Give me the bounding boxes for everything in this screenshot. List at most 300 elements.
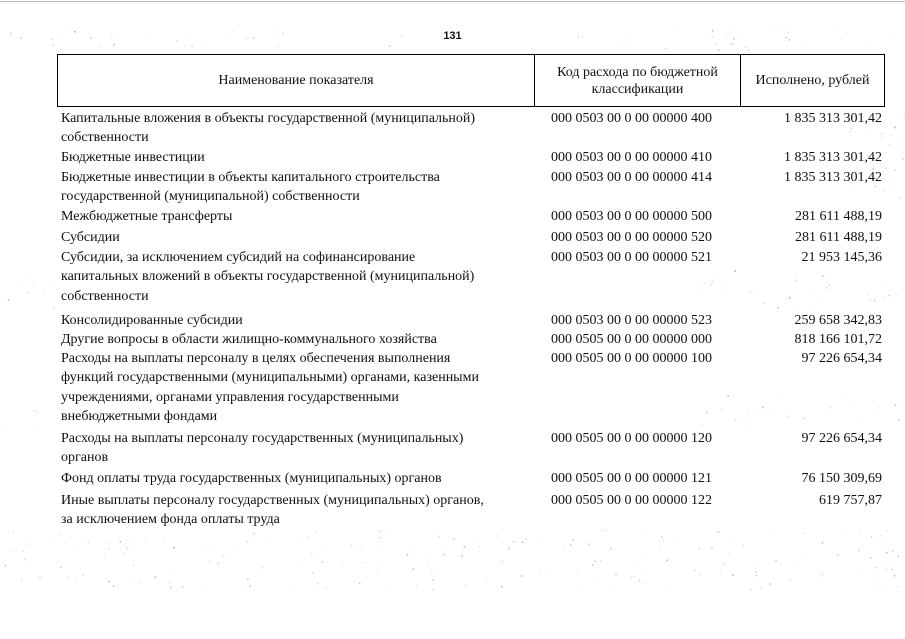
scan-speckle — [876, 584, 877, 585]
scan-speckle — [522, 542, 524, 544]
scan-speckle — [600, 560, 601, 561]
scan-speckle — [342, 562, 343, 563]
scan-speckle — [881, 138, 882, 139]
scan-speckle — [750, 589, 752, 591]
scan-speckle — [431, 569, 432, 570]
scan-speckle — [825, 285, 826, 286]
scan-speckle — [407, 554, 409, 556]
row-amount: 97 226 654,34 — [801, 351, 882, 366]
row-name: Другие вопросы в области жилищно-коммунального хозяйства — [61, 332, 437, 347]
scan-speckle — [39, 412, 40, 413]
scan-speckle — [886, 552, 888, 554]
scan-speckle — [212, 545, 213, 546]
scan-speckle — [155, 576, 157, 578]
scan-speckle — [752, 566, 753, 567]
scan-speckle — [795, 276, 796, 277]
scan-speckle — [123, 553, 125, 555]
row-amount: 818 166 101,72 — [794, 332, 882, 347]
scan-speckle — [277, 46, 278, 47]
scan-speckle — [8, 299, 9, 300]
scan-speckle — [297, 561, 298, 562]
scan-speckle — [141, 566, 142, 567]
row-code: 000 0503 00 0 00 00000 520 — [551, 230, 712, 245]
scan-speckle — [771, 414, 772, 415]
scan-speckle — [588, 543, 590, 545]
scan-speckle — [775, 560, 777, 562]
scan-speckle — [164, 540, 166, 542]
scan-speckle — [822, 542, 824, 544]
scan-speckle — [895, 404, 897, 406]
scan-speckle — [890, 183, 891, 184]
scan-speckle — [858, 550, 859, 551]
row-amount: 1 835 313 301,42 — [784, 170, 882, 185]
scan-speckle — [109, 549, 110, 550]
scan-speckle — [24, 279, 25, 280]
scan-speckle — [114, 44, 116, 46]
scan-speckle — [834, 395, 835, 396]
scan-speckle — [870, 557, 872, 559]
scan-speckle — [902, 158, 904, 160]
scan-speckle — [898, 586, 899, 587]
scan-speckle — [877, 539, 878, 540]
scan-speckle — [126, 540, 127, 541]
scan-speckle — [247, 578, 249, 580]
row-code: 000 0505 00 0 00 00000 122 — [551, 493, 712, 508]
scan-speckle — [145, 539, 146, 540]
scan-speckle — [891, 135, 892, 136]
scan-speckle — [602, 530, 603, 531]
scan-speckle — [887, 561, 888, 562]
scan-speckle — [770, 583, 772, 585]
scan-speckle — [32, 281, 33, 282]
scan-speckle — [892, 569, 893, 570]
scan-speckle — [479, 546, 480, 547]
scan-speckle — [60, 567, 62, 569]
scan-speckle — [804, 418, 805, 419]
scan-speckle — [886, 569, 887, 570]
scan-speckle — [903, 143, 904, 144]
scan-speckle — [486, 581, 487, 582]
scan-speckle — [76, 578, 77, 579]
scan-speckle — [461, 555, 463, 557]
scan-speckle — [72, 48, 73, 49]
scan-speckle — [712, 280, 713, 281]
scan-speckle — [472, 543, 473, 544]
scan-speckle — [849, 131, 850, 132]
scan-speckle — [317, 583, 319, 585]
scan-speckle — [39, 577, 41, 579]
scan-speckle — [53, 44, 55, 46]
row-code: 000 0503 00 0 00 00000 521 — [551, 250, 712, 265]
scan-speckle — [64, 540, 65, 541]
scan-speckle — [249, 586, 250, 587]
scan-speckle — [897, 294, 898, 295]
scan-speckle — [663, 540, 664, 541]
scan-speckle — [615, 573, 617, 575]
scan-speckle — [268, 542, 269, 543]
scan-speckle — [202, 551, 203, 552]
scan-speckle — [431, 574, 432, 575]
scan-speckle — [13, 532, 14, 533]
scan-speckle — [139, 582, 140, 583]
scan-speckle — [289, 585, 290, 586]
scan-speckle — [897, 556, 899, 558]
scan-speckle — [900, 116, 901, 117]
scan-speckle — [706, 412, 707, 413]
scan-speckle — [573, 539, 575, 541]
scan-speckle — [742, 545, 744, 547]
scan-speckle — [860, 575, 861, 576]
scan-speckle — [885, 168, 886, 169]
scan-speckle — [886, 530, 887, 531]
scan-speckle — [716, 532, 717, 533]
row-amount: 619 757,87 — [819, 493, 882, 508]
scan-speckle — [377, 563, 378, 564]
scan-speckle — [134, 540, 135, 541]
row-amount: 97 226 654,34 — [801, 431, 882, 446]
scan-speckle — [170, 586, 171, 587]
scan-speckle — [223, 555, 224, 556]
scan-speckle — [27, 292, 29, 294]
scan-speckle — [892, 550, 894, 552]
scan-speckle — [60, 534, 61, 535]
scan-speckle — [750, 291, 751, 292]
scan-speckle — [699, 574, 700, 575]
scan-speckle — [587, 47, 588, 48]
scan-speckle — [716, 44, 717, 45]
scan-speckle — [797, 567, 798, 568]
row-code: 000 0503 00 0 00 00000 500 — [551, 209, 712, 224]
header-code-column: Код расхода по бюджетной классификации — [535, 55, 741, 106]
scan-speckle — [720, 574, 721, 575]
scan-speckle — [881, 133, 883, 135]
row-name: Субсидии — [61, 230, 120, 245]
row-amount: 1 835 313 301,42 — [784, 111, 882, 126]
scan-speckle — [814, 293, 815, 294]
scan-speckle — [648, 535, 649, 536]
scan-speckle — [860, 530, 861, 531]
scan-speckle — [53, 308, 54, 309]
scan-speckle — [701, 424, 702, 425]
scan-speckle — [389, 534, 390, 535]
scan-speckle — [880, 535, 882, 537]
scan-speckle — [778, 398, 779, 399]
scan-speckle — [11, 550, 12, 551]
row-amount: 281 611 488,19 — [795, 230, 882, 245]
scan-speckle — [88, 543, 90, 545]
scan-speckle — [894, 127, 896, 129]
scan-speckle — [866, 129, 867, 130]
scan-speckle — [820, 296, 821, 297]
scan-speckle — [526, 539, 527, 540]
scan-speckle — [711, 547, 712, 548]
scan-speckle — [108, 581, 110, 583]
scan-speckle — [69, 537, 70, 538]
scan-speckle — [844, 395, 845, 396]
scan-speckle — [882, 284, 883, 285]
scan-speckle — [444, 553, 445, 554]
scan-speckle — [35, 411, 36, 412]
scan-speckle — [704, 282, 705, 283]
row-amount: 21 953 145,36 — [801, 250, 882, 265]
scan-speckle — [182, 586, 183, 587]
scan-speckle — [453, 538, 455, 540]
scan-speckle — [300, 542, 301, 543]
scan-speckle — [748, 50, 749, 51]
scan-speckle — [883, 189, 885, 191]
scan-speckle — [734, 270, 736, 272]
scan-speckle — [549, 570, 550, 571]
scan-speckle — [889, 145, 890, 146]
scan-speckle — [882, 541, 883, 542]
row-amount: 76 150 309,69 — [801, 471, 882, 486]
scan-speckle — [413, 568, 415, 570]
scan-speckle — [427, 562, 428, 563]
scan-speckle — [496, 535, 497, 536]
scan-speckle — [723, 283, 724, 284]
scan-speckle — [246, 588, 247, 589]
scan-speckle — [525, 538, 526, 539]
scan-speckle — [82, 575, 84, 577]
scan-speckle — [646, 582, 647, 583]
scan-speckle — [874, 300, 875, 301]
scan-speckle — [884, 589, 885, 590]
scan-speckle — [379, 537, 380, 538]
scan-speckle — [761, 587, 762, 588]
row-name: Межбюджетные трансферты — [61, 209, 233, 224]
scan-speckle — [769, 532, 770, 533]
scan-speckle — [438, 536, 439, 537]
header-amount-column: Исполнено, рублей — [755, 73, 870, 88]
scan-speckle — [389, 585, 390, 586]
scan-speckle — [48, 287, 49, 288]
scan-speckle — [805, 558, 806, 559]
scan-speckle — [756, 575, 757, 576]
row-amount: 259 658 342,83 — [794, 313, 882, 328]
scan-speckle — [595, 582, 596, 583]
scan-speckle — [788, 416, 790, 418]
scan-speckle — [643, 570, 644, 571]
scan-speckle — [821, 572, 823, 574]
row-name: Субсидии, за исключением субсидий на софинансирование капитальных вложений в объекты государственной (муниципальной) собственности — [61, 250, 475, 304]
scan-speckle — [237, 546, 238, 547]
scan-speckle — [513, 541, 515, 543]
scan-speckle — [592, 564, 594, 566]
scan-speckle — [876, 567, 877, 568]
scan-speckle — [830, 407, 832, 409]
scan-speckle — [570, 544, 572, 546]
scan-speckle — [253, 533, 255, 535]
scan-speckle — [17, 284, 18, 285]
scan-speckle — [37, 429, 38, 430]
scan-speckle — [377, 574, 378, 575]
scan-speckle — [224, 559, 225, 560]
scan-speckle — [561, 539, 562, 540]
scan-speckle — [351, 545, 352, 546]
scan-speckle — [442, 548, 443, 549]
scan-speckle — [745, 46, 747, 48]
scan-speckle — [895, 170, 896, 171]
scan-speckle — [360, 546, 361, 547]
scan-speckle — [206, 587, 207, 588]
scan-speckle — [577, 569, 578, 570]
scan-speckle — [28, 543, 30, 545]
scan-speckle — [823, 575, 824, 576]
scan-speckle — [699, 548, 700, 549]
scan-speckle — [889, 295, 891, 297]
scan-speckle — [425, 556, 426, 557]
scan-speckle — [378, 537, 379, 538]
row-code: 000 0505 00 0 00 00000 120 — [551, 431, 712, 446]
scan-speckle — [308, 536, 309, 537]
scan-speckle — [718, 531, 720, 533]
scan-speckle — [610, 548, 612, 550]
row-name: Капитальные вложения в объекты государственной (муниципальной) собственности — [61, 111, 476, 146]
row-code: 000 0503 00 0 00 00000 410 — [551, 150, 712, 165]
scan-speckle — [5, 565, 7, 567]
scan-speckle — [665, 48, 666, 49]
scan-speckle — [782, 404, 783, 405]
scan-speckle — [113, 585, 115, 587]
scan-speckle — [747, 412, 748, 413]
scan-speckle — [192, 46, 193, 47]
scan-speckle — [311, 554, 312, 555]
row-code: 000 0503 00 0 00 00000 400 — [551, 111, 712, 126]
scan-speckle — [508, 548, 510, 550]
scan-speckle — [224, 575, 225, 576]
row-name: Бюджетные инвестиции в объекты капитального строительства государственной (муниципальной) собственности — [61, 170, 440, 205]
scan-speckle — [894, 188, 895, 189]
scan-speckle — [630, 577, 632, 579]
scan-speckle — [169, 581, 170, 582]
scan-speckle — [729, 538, 730, 539]
scan-speckle — [802, 533, 803, 534]
scan-speckle — [120, 541, 122, 543]
scan-speckle — [777, 307, 779, 309]
scan-speckle — [416, 586, 417, 587]
scan-speckle — [64, 543, 65, 544]
scan-speckle — [218, 563, 219, 564]
scan-speckle — [820, 578, 821, 579]
scan-speckle — [645, 556, 646, 557]
scan-speckle — [313, 572, 314, 573]
scan-speckle — [852, 189, 853, 190]
scan-speckle — [633, 576, 634, 577]
scan-speckle — [878, 407, 879, 408]
scan-speckle — [209, 561, 211, 563]
scan-speckle — [780, 564, 781, 565]
scan-speckle — [845, 530, 846, 531]
scan-speckle — [365, 562, 366, 563]
scan-speckle — [442, 555, 443, 556]
scan-speckle — [664, 586, 665, 587]
scan-speckle — [729, 552, 730, 553]
scan-speckle — [465, 584, 467, 586]
scan-speckle — [791, 412, 792, 413]
scan-speckle — [795, 280, 797, 282]
scan-speckle — [24, 559, 26, 561]
scan-speckle — [133, 565, 134, 566]
scan-speckle — [33, 411, 34, 412]
scan-speckle — [22, 551, 23, 552]
scan-speckle — [44, 290, 45, 291]
scan-speckle — [703, 280, 704, 281]
row-amount: 281 611 488,19 — [795, 209, 882, 224]
scan-speckle — [127, 548, 128, 549]
scan-speckle — [501, 586, 503, 588]
scan-speckle — [52, 542, 53, 543]
scan-speckle — [894, 575, 896, 577]
scan-speckle — [315, 531, 316, 532]
scan-speckle — [760, 425, 761, 426]
scan-speckle — [170, 588, 171, 589]
scan-speckle — [735, 419, 736, 420]
scan-speckle — [172, 569, 173, 570]
scan-speckle — [877, 581, 878, 582]
scan-speckle — [173, 547, 175, 549]
scan-speckle — [415, 544, 416, 545]
scan-speckle — [829, 285, 830, 286]
scan-speckle — [792, 305, 793, 306]
scan-speckle — [732, 44, 734, 46]
scan-speckle — [563, 545, 564, 546]
scan-speckle — [326, 545, 327, 546]
scan-speckle — [100, 46, 101, 47]
scan-speckle — [18, 550, 19, 551]
row-name: Расходы на выплаты персоналу государственных (муниципальных) органов — [61, 431, 464, 466]
scan-speckle — [521, 575, 523, 577]
scan-speckle — [104, 543, 105, 544]
scan-speckle — [722, 290, 723, 291]
scan-speckle — [720, 572, 721, 573]
scan-speckle — [724, 563, 726, 565]
scan-speckle — [7, 542, 8, 543]
scan-speckle — [322, 561, 323, 562]
scan-speckle — [764, 303, 765, 304]
row-code: 000 0505 00 0 00 00000 000 — [551, 332, 712, 347]
scan-speckle — [808, 308, 809, 309]
scan-speckle — [3, 424, 4, 425]
scan-speckle — [755, 571, 756, 572]
row-code: 000 0503 00 0 00 00000 523 — [551, 313, 712, 328]
scan-speckle — [869, 300, 870, 301]
scan-speckle — [613, 586, 614, 587]
scan-speckle — [721, 409, 723, 411]
scan-speckle — [790, 579, 791, 580]
scan-speckle — [826, 287, 827, 288]
scan-speckle — [660, 548, 661, 549]
scan-speckle — [8, 299, 10, 301]
scan-speckle — [105, 556, 106, 557]
scan-speckle — [837, 554, 839, 556]
scan-speckle — [849, 405, 850, 406]
scan-speckle — [700, 290, 701, 291]
scan-speckle — [757, 293, 758, 294]
scan-speckle — [867, 295, 868, 296]
scan-speckle — [752, 409, 753, 410]
scan-speckle — [860, 416, 861, 417]
scan-speckle — [379, 531, 380, 532]
scan-speckle — [433, 579, 434, 580]
scan-speckle — [389, 46, 391, 48]
scan-speckle — [436, 531, 437, 532]
scan-speckle — [502, 561, 504, 563]
scan-speckle — [107, 541, 108, 542]
scan-speckle — [727, 395, 729, 397]
scan-speckle — [897, 151, 898, 152]
scan-speckle — [880, 547, 881, 548]
scan-speckle — [827, 274, 828, 275]
